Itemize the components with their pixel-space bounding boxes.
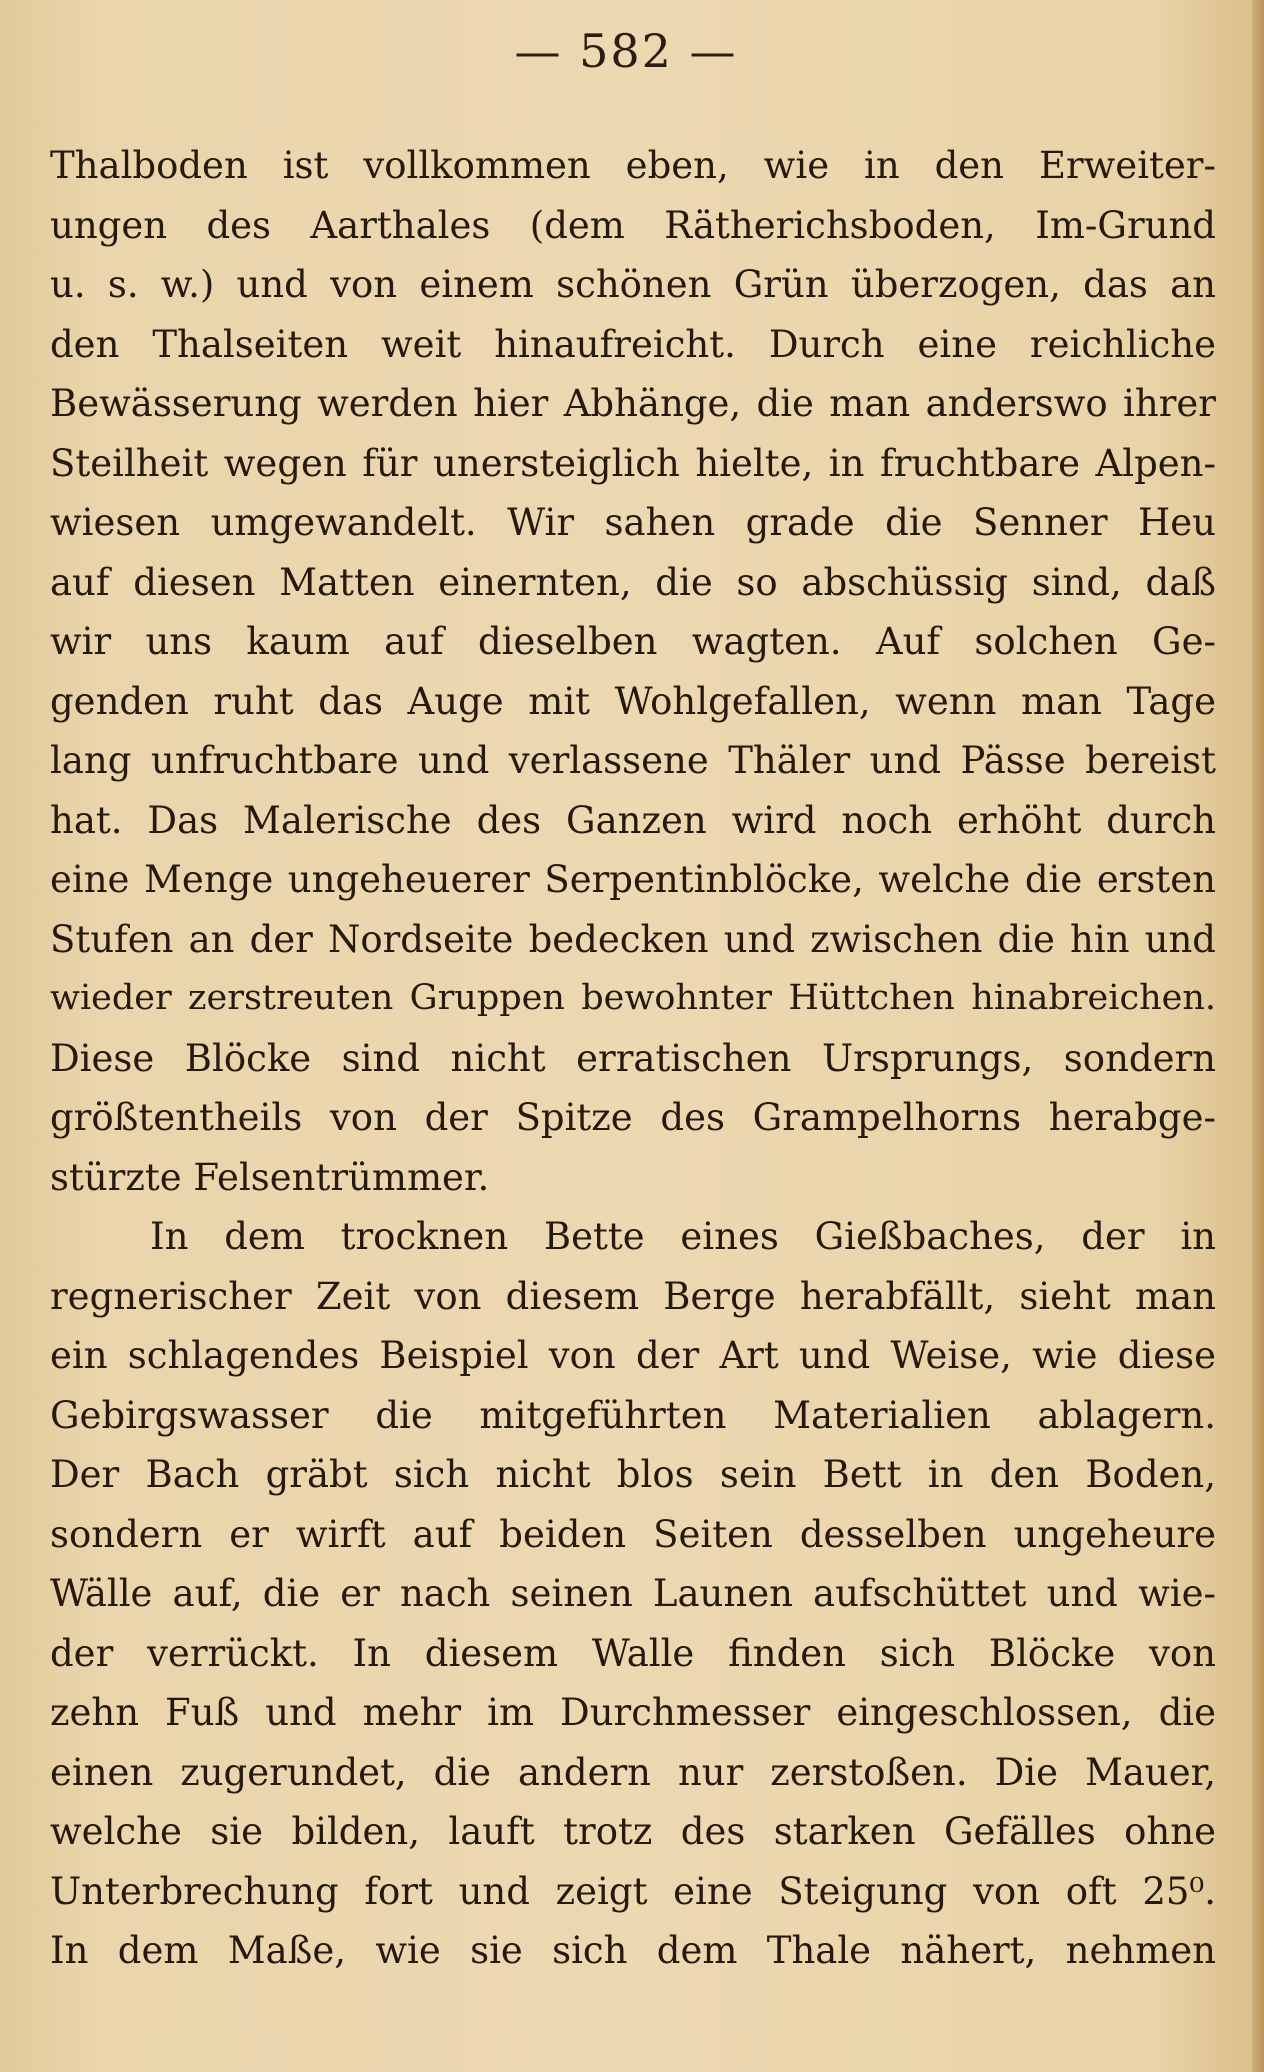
text-line: ungen des Aarthales (dem Rätherichsboden, Im-Grund bbox=[50, 203, 1216, 247]
text-line: Wälle auf, die er nach seinen Launen aufschüttet und wie- bbox=[50, 1572, 1216, 1615]
text-line: wir uns kaum auf dieselben wagten. Auf solchen Ge- bbox=[50, 620, 1216, 663]
text-line: In dem Maße, wie sie sich dem Thale nähert, nehmen bbox=[50, 1929, 1216, 1972]
text-line: Stufen an der Nordseite bedecken und zwischen die hin und bbox=[50, 917, 1216, 961]
text-line: wiesen umgewandelt. Wir sahen grade die Senner Heu bbox=[50, 501, 1216, 544]
text-line: auf diesen Matten einernten, die so abschüssig sind, daß bbox=[50, 560, 1216, 604]
text-line: genden ruht das Auge mit Wohlgefallen, wenn man Tage bbox=[50, 679, 1216, 723]
text-line: hat. Das Malerische des Ganzen wird noch erhöht durch bbox=[50, 798, 1216, 842]
text-line: Steilheit wegen für unersteiglich hielte, in fruchtbare Alpen- bbox=[50, 441, 1216, 485]
page-edge bbox=[1252, 0, 1264, 2072]
text-line: sondern er wirft auf beiden Seiten desselben ungeheure bbox=[50, 1512, 1216, 1556]
text-line: lang unfruchtbare und verlassene Thäler und Pässe bereist bbox=[50, 739, 1216, 782]
text-line: Der Bach gräbt sich nicht blos sein Bett in den Boden, bbox=[50, 1453, 1216, 1496]
text-line: den Thalseiten weit hinaufreicht. Durch eine reichliche bbox=[50, 322, 1216, 366]
text-line: der verrückt. In diesem Walle finden sich Blöcke von bbox=[50, 1631, 1216, 1675]
text-line: wieder zerstreuten Gruppen bewohnter Hüttchen hinabreichen. bbox=[50, 978, 1216, 1018]
text-line: In dem trocknen Bette eines Gießbaches, der in bbox=[150, 1215, 1216, 1258]
text-line: ein schlagendes Beispiel von der Art und Weise, wie diese bbox=[50, 1334, 1216, 1377]
text-line: Diese Blöcke sind nicht erratischen Ursprungs, sondern bbox=[50, 1036, 1216, 1080]
body-text bbox=[50, 136, 1216, 1981]
text-line: größtentheils von der Spitze des Grampelhorns herabge- bbox=[50, 1096, 1216, 1139]
text-line: einen zugerundet, die andern nur zerstoßen. Die Mauer, bbox=[50, 1750, 1216, 1794]
text-line: u. s. w.) und von einem schönen Grün überzogen, das an bbox=[50, 263, 1216, 306]
text-line: regnerischer Zeit von diesem Berge herabfällt, sieht man bbox=[50, 1274, 1216, 1318]
text-line: eine Menge ungeheuerer Serpentinblöcke, welche die ersten bbox=[50, 858, 1216, 901]
paragraph-1 bbox=[50, 136, 1216, 1207]
text-line: Unterbrechung fort und zeigt eine Steigung von oft 25⁰. bbox=[50, 1869, 1216, 1913]
text-line: Thalboden ist vollkommen eben, wie in den Erweiter- bbox=[50, 144, 1216, 187]
text-line: stürzte Felsentrümmer. bbox=[50, 1155, 490, 1199]
paragraph-2 bbox=[50, 1207, 1216, 1981]
text-line: zehn Fuß und mehr im Durchmesser eingeschlossen, die bbox=[50, 1691, 1216, 1734]
text-line: Bewässerung werden hier Abhänge, die man anderswo ihrer bbox=[50, 382, 1216, 425]
page-number: — 582 — bbox=[514, 24, 738, 78]
text-line: welche sie bilden, lauft trotz des starken Gefälles ohne bbox=[50, 1810, 1216, 1853]
text-line: Gebirgswasser die mitgeführten Materialien ablagern. bbox=[50, 1393, 1216, 1437]
